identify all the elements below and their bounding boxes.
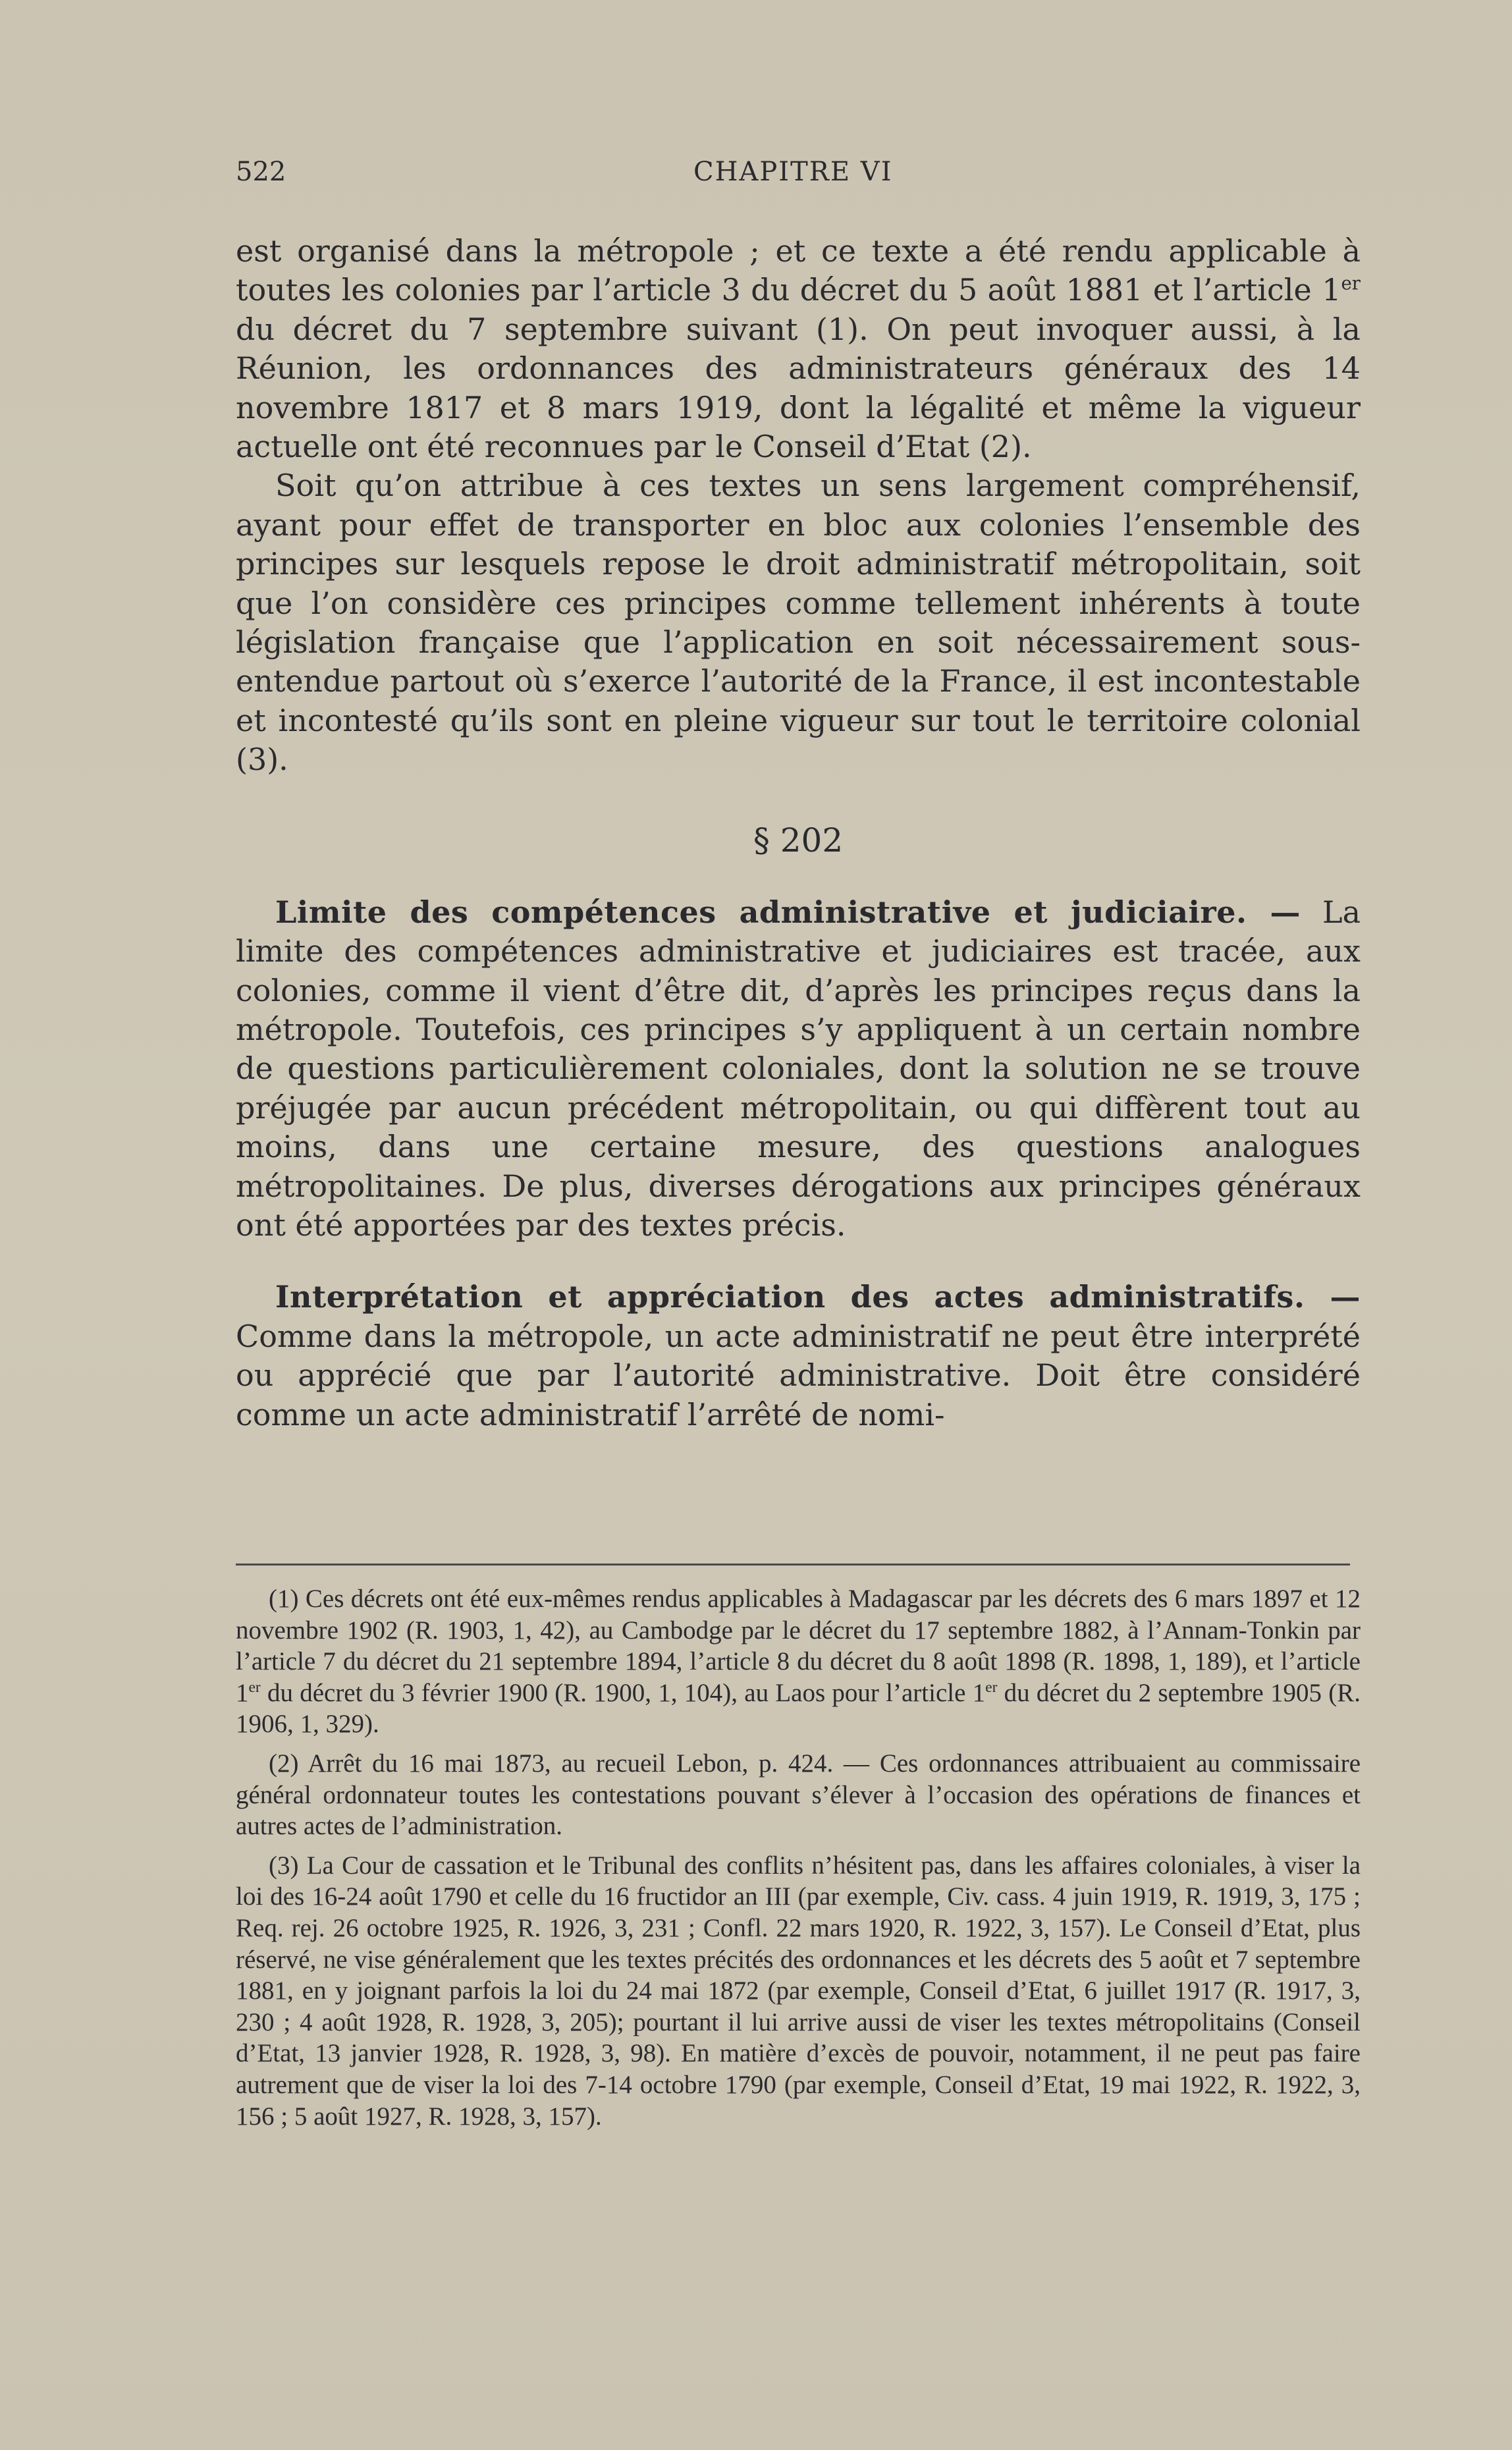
superscript: er — [985, 1678, 998, 1696]
paragraph-1-text-cont: du décret du 7 septembre suivant (1). On peut invoquer aussi, à la Réunion, les ordonnances des administrateurs généraux des 14 novembre 1817 et 8 mars 1919, dont la légalité et même la vigueur actuelle ont été reconnues par le Conseil d’Etat (2). — [236, 311, 1361, 465]
paragraph-1-text: est organisé dans la métropole ; et ce texte a été rendu applicable à toutes les colonies par l’article 3 du décret du 5 août 1881 et l’article 1 — [236, 233, 1361, 308]
footnote-1 — [236, 1583, 1361, 1740]
paragraph-4 — [236, 1278, 1361, 1434]
main-text — [236, 232, 1361, 1434]
page-number: 522 — [236, 157, 286, 187]
paragraph-4-heading: Interprétation et appréciation des actes administratifs. — — [275, 1279, 1361, 1315]
paragraph-2: Soit qu’on attribue à ces textes un sens largement compréhensif, ayant pour effet de transporter en bloc aux colonies l’ensemble des principes sur lesquels repose le droit administratif métropolitain, soit que l’on considère ces principes comme tellement inhérents à toute législation française que l’application en soit nécessairement sous-entendue partout où s’exerce l’autorité de la France, il est incontestable et incontesté qu’ils sont en pleine vigueur sur tout le territoire colonial (3). — [236, 468, 1361, 778]
paragraph-1 — [236, 232, 1361, 466]
footnotes — [236, 1583, 1361, 2140]
paragraph-4-text: Comme dans la métropole, un acte administratif ne peut être interprété ou apprécié que par l’autorité administrative. Doit être considéré comme un acte administratif l’arrêté de nomi- — [236, 1318, 1361, 1432]
superscript: er — [1341, 272, 1361, 294]
running-header — [236, 157, 1355, 196]
footnote-2: (2) Arrêt du 16 mai 1873, au recueil Lebon, p. 424. — Ces ordonnances attribuaient au commissaire général ordonnateur toutes les contestations pouvant s’élever à l’occasion des opérations de finances et autres actes de l’administration. — [236, 1749, 1361, 1841]
paragraph-3-text: La limite des compétences administrative et judiciaires est tracée, aux colonies, comme il vient d’être dit, d’après les principes reçus dans la métropole. Toutefois, ces principes s’y appliquent à un certain nombre de questions particulièrement coloniales, dont la solution ne se trouve préjugée par aucun précédent métropolitain, ou qui diffèrent tout au moins, dans une certaine mesure, des questions analogues métropolitaines. De plus, diverses dérogations aux principes généraux ont été apportées par des textes précis. — [236, 894, 1361, 1243]
footnote-divider — [236, 1564, 1350, 1565]
paragraph-3-heading: Limite des compétences administrative et judiciaire. — — [275, 894, 1301, 930]
superscript: er — [248, 1678, 261, 1696]
chapter-title: CHAPITRE VI — [693, 157, 893, 187]
footnote-3: (3) La Cour de cassation et le Tribunal des conflits n’hésitent pas, dans les affaires coloniales, à viser la loi des 16-24 août 1790 et celle du 16 fructidor an III (par exemple, Civ. cass. 4 juin 1919, R. 1919, 3, 175 ; Req. rej. 26 octobre 1925, R. 1926, 3, 231 ; Confl. 22 mars 1920, R. 1922, 3, 157). Le Conseil d’Etat, plus réservé, ne vise généralement que les textes précités des ordonnances et les décrets des 5 août et 7 septembre 1881, en y joignant parfois la loi du 24 mai 1872 (par exemple, Conseil d’Etat, 6 juillet 1917 (R. 1917, 3, 230 ; 4 août 1928, R. 1928, 3, 205); pourtant il lui arrive aussi de viser les textes métropolitains (Conseil d’Etat, 13 janvier 1928, R. 1928, 3, 98). En matière d’excès de pouvoir, notamment, il ne peut pas faire autrement que de viser la loi des 7-14 octobre 1790 (par exemple, Conseil d’Etat, 19 mai 1922, R. 1922, 3, 156 ; 5 août 1927, R. 1928, 3, 157). — [236, 1851, 1361, 2131]
paragraph-3 — [236, 893, 1361, 1245]
footnote-1-text-end: du décret du 2 septembre 1905 (R. 1906, 1, 329). — [236, 1678, 1361, 1739]
footnote-1-text: (1) Ces décrets ont été eux-mêmes rendus applicables à Madagascar par les décrets des 6 mars 1897 et 12 novembre 1902 (R. 1903, 1, 42), au Cambodge par le décret du 17 septembre 1882, à l’Annam-Tonkin par l’article 7 du décret du 21 septembre 1894, l’article 8 du décret du 8 août 1898 (R. 1898, 1, 189), et l’article 1 — [236, 1585, 1361, 1707]
footnote-1-text-cont: du décret du 3 février 1900 (R. 1900, 1, 104), au Laos pour l’article 1 — [260, 1678, 986, 1707]
section-number: § 202 — [753, 821, 844, 859]
